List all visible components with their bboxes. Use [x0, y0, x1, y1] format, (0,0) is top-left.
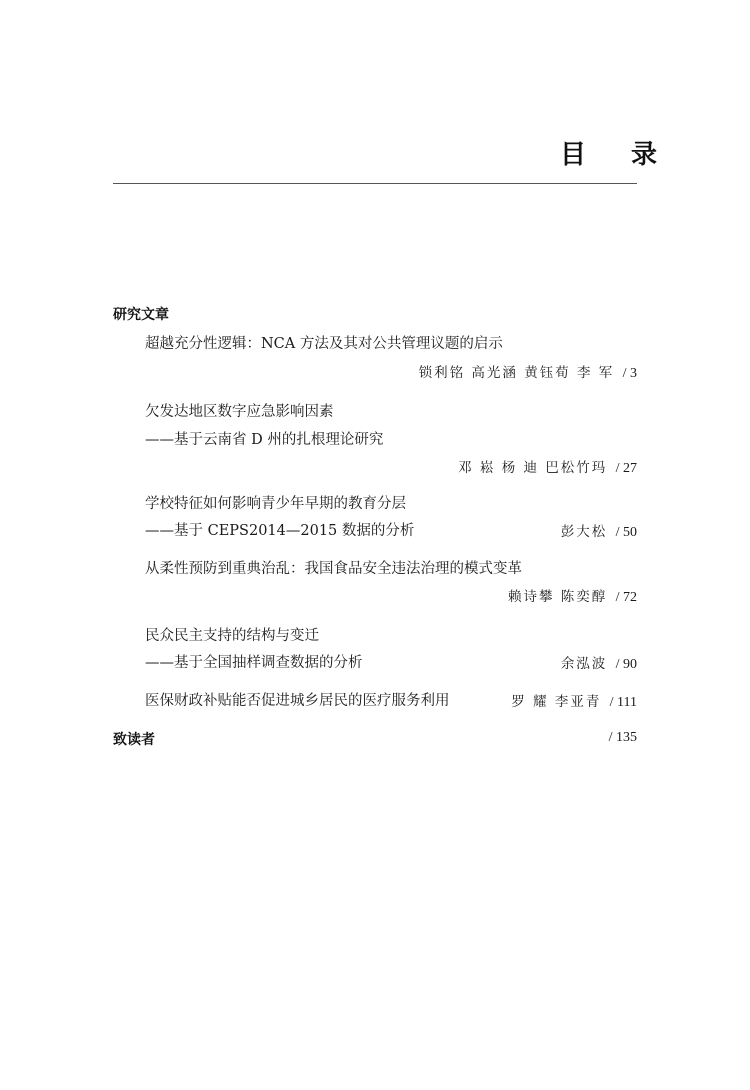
entry-authors: 赖诗攀 陈奕醇 [508, 589, 608, 605]
entry-authors: 邓 崧 杨 迪 巴松竹玛 [458, 460, 608, 476]
entry-authors: 彭大松 [560, 524, 608, 540]
toc-entry-meta [508, 585, 637, 606]
toc-entry-meta [419, 361, 637, 382]
page-title: 目 录 [560, 140, 676, 170]
toc-entry-subtitle: ——基于全国抽样调查数据的分析 [145, 655, 363, 671]
entry-authors: 锁利铭 高光涵 黄钰荀 李 军 [418, 365, 615, 381]
toc-entry-title[interactable]: 医保财政补贴能否促进城乡居民的医疗服务利用 [145, 693, 450, 709]
toc-entry-subtitle: ——基于云南省 D 州的扎根理论研究 [145, 432, 384, 448]
entry-authors: 余泓波 [560, 656, 608, 672]
toc-entry-meta [561, 520, 637, 541]
section-heading-readers[interactable]: 致读者 [113, 732, 155, 748]
toc-entry-meta [561, 652, 637, 673]
toc-entry-title[interactable]: 学校特征如何影响青少年早期的教育分层 [145, 496, 406, 512]
toc-entry-meta [511, 690, 637, 711]
entry-page-number: / 135 [608, 730, 637, 745]
entry-page-number: / 90 [615, 657, 637, 672]
entry-page-number: / 50 [615, 525, 637, 540]
title-rule [113, 183, 637, 184]
entry-page-number: / 111 [609, 695, 637, 710]
entry-page-number: / 27 [615, 461, 637, 476]
toc-entry-title[interactable]: 欠发达地区数字应急影响因素 [145, 404, 334, 420]
toc-entry-title[interactable]: 民众民主支持的结构与变迁 [145, 628, 319, 644]
entry-authors: 罗 耀 李亚青 [511, 694, 602, 710]
toc-entry-title[interactable]: 超越充分性逻辑：NCA 方法及其对公共管理议题的启示 [145, 336, 503, 352]
toc-entry-subtitle: ——基于 CEPS2014—2015 数据的分析 [145, 523, 415, 539]
toc-entry-meta [605, 729, 637, 746]
toc-entry-title[interactable]: 从柔性预防到重典治乱：我国食品安全违法治理的模式变革 [145, 561, 522, 577]
toc-entry-meta [458, 456, 637, 477]
section-heading-research: 研究文章 [113, 307, 169, 323]
entry-page-number: / 72 [615, 590, 637, 605]
entry-page-number: / 3 [622, 366, 637, 381]
